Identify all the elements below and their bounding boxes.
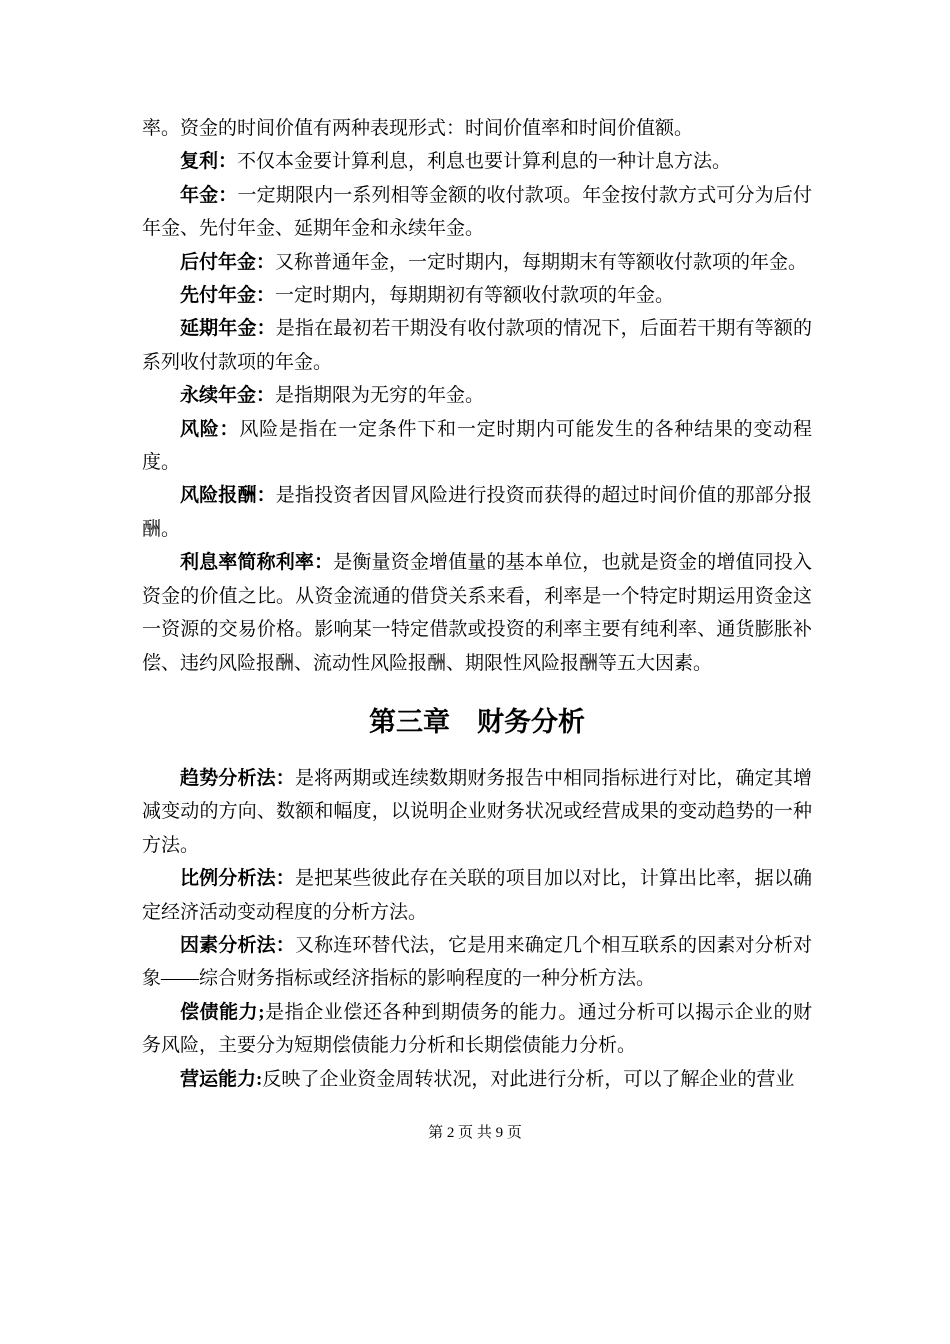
definition-paragraph <box>142 179 812 246</box>
definition-term: 先付年金： <box>180 285 276 307</box>
page-body <box>142 112 812 1096</box>
definition-term: 因素分析法： <box>180 934 295 956</box>
definition-paragraph <box>142 479 812 546</box>
definition-paragraph <box>142 546 812 680</box>
definition-paragraph <box>142 312 812 379</box>
definition-text: 又称连环替代法，它是用来确定几个相互联系的因素对分析对象——综合财务指标或经济指标的影响程度的一种分析方法。 <box>142 934 812 990</box>
definition-text: 是把某些彼此存在关联的项目加以对比，计算出比率，据以确定经济活动变动程度的分析方法。 <box>142 868 812 923</box>
page-number-footer: 第 2 页 共 9 页 <box>428 1125 522 1141</box>
definition-term: 比例分析法： <box>180 868 295 890</box>
definition-term: 延期年金： <box>180 318 276 340</box>
definition-text: 不仅本金要计算利息，利息也要计算利息的一种计息方法。 <box>237 151 732 173</box>
definition-paragraph <box>142 279 812 312</box>
definition-text: 是指期限为无穷的年金。 <box>275 385 485 407</box>
definition-term: 风险报酬： <box>180 485 276 507</box>
definition-text: 又称普通年金，一定时期内，每期期末有等额收付款项的年金。 <box>275 251 808 273</box>
definition-text: 率。资金的时间价值有两种表现形式：时间价值率和时间价值额。 <box>142 118 694 139</box>
chapter-heading: 第三章 财务分析 <box>369 706 585 737</box>
definition-paragraph <box>142 112 812 145</box>
definition-paragraph <box>142 379 812 412</box>
definition-text: 是将两期或连续数期财务报告中相同指标进行对比，确定其增减变动的方向、数额和幅度，以说明企业财务状况或经营成果的变动趋势的一种方法。 <box>142 767 812 856</box>
definition-paragraph <box>142 1063 812 1096</box>
definition-text: 风险是指在一定条件下和一定时期内可能发生的各种结果的变动程度。 <box>142 418 812 474</box>
definition-term: 偿债能力; <box>180 1001 265 1023</box>
definition-term: 后付年金： <box>180 251 276 273</box>
definition-term: 复利： <box>180 151 238 173</box>
definition-term: 风险： <box>180 418 240 440</box>
definition-term: 营运能力: <box>180 1068 263 1090</box>
definition-paragraph <box>142 145 812 178</box>
definition-term: 趋势分析法： <box>180 767 295 789</box>
definition-term: 年金： <box>180 184 238 206</box>
definition-term: 利息率简称利率： <box>180 552 334 574</box>
definition-text: 是指投资者因冒风险进行投资而获得的超过时间价值的那部分报酬。 <box>142 485 812 540</box>
definition-paragraph <box>142 246 812 279</box>
definition-paragraph <box>142 996 812 1063</box>
definition-text: 一定期限内一系列相等金额的收付款项。年金按付款方式可分为后付年金、先付年金、延期年金和永续年金。 <box>142 184 812 240</box>
definition-term: 永续年金： <box>180 385 276 407</box>
definition-text: 是指在最初若干期没有收付款项的情况下，后面若干期有等额的系列收付款项的年金。 <box>142 318 812 373</box>
definition-paragraph <box>142 413 812 480</box>
definition-paragraph <box>142 762 812 862</box>
definition-text: 是衡量资金增值量的基本单位，也就是资金的增值同投入资金的价值之比。从资金流通的借贷关系来看，利率是一个特定时期运用资金这一资源的交易价格。影响某一特定借款或投资的利率主要有纯利率、通货膨胀补偿、违约风险报酬、流动性风险报酬、期限性风险报酬等五大因素。 <box>142 552 812 674</box>
definition-paragraph <box>142 862 812 929</box>
definition-text: 是指企业偿还各种到期债务的能力。通过分析可以揭示企业的财务风险，主要分为短期偿债能力分析和长期偿债能力分析。 <box>142 1001 812 1057</box>
definition-text: 一定时期内，每期期初有等额收付款项的年金。 <box>275 285 675 307</box>
definition-paragraph <box>142 929 812 996</box>
definition-text: 反映了企业资金周转状况，对此进行分析，可以了解企业的营业 <box>262 1068 795 1090</box>
